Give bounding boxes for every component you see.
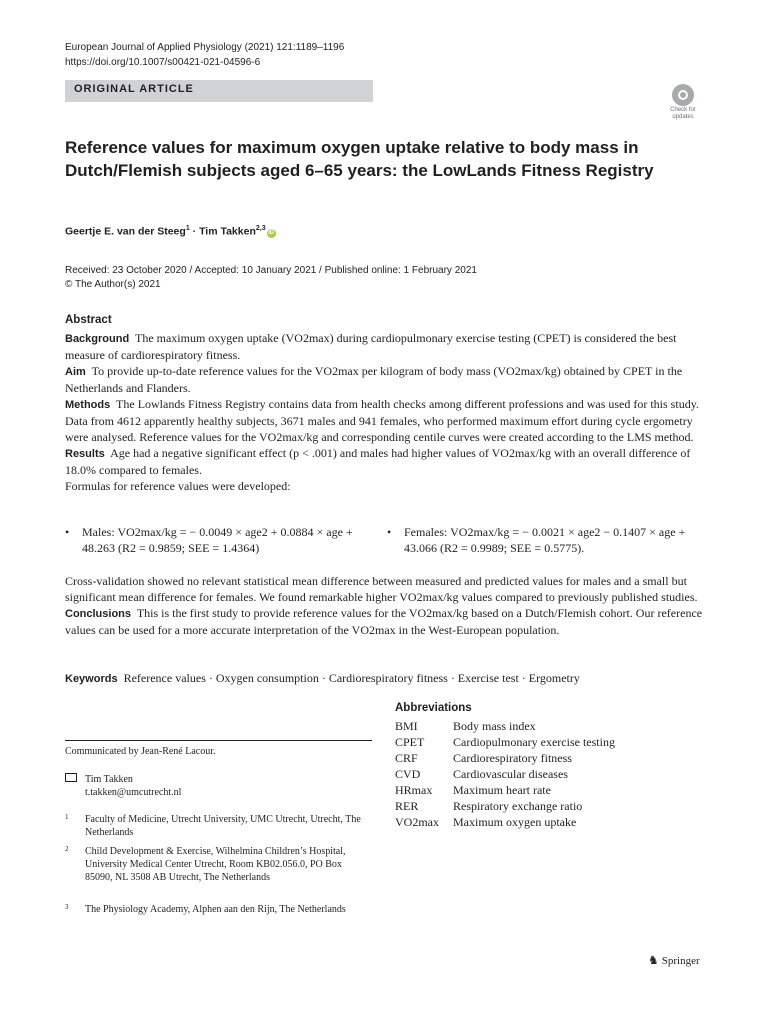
abbreviation-row bbox=[395, 718, 705, 734]
abstract-body bbox=[65, 330, 705, 494]
author-2[interactable]: Tim Takken bbox=[199, 225, 256, 238]
affiliation-3 bbox=[65, 903, 365, 916]
keywords bbox=[65, 670, 705, 687]
author-list bbox=[65, 225, 276, 238]
publication-history: Received: 23 October 2020 / Accepted: 10 January 2021 / Published online: 1 February 2021 bbox=[65, 265, 477, 276]
keywords-text: Reference values · Oxygen consumption · Cardiorespiratory fitness · Exercise test · Ergometry bbox=[123, 671, 580, 685]
abbreviations-heading: Abbreviations bbox=[395, 702, 472, 714]
abbreviation-definition: Maximum heart rate bbox=[453, 783, 551, 797]
formula-females: Females: VO2max/kg = − 0.0021 × age2 − 0.1407 × age + 43.066 (R2 = 0.9989; SEE = 0.5775). bbox=[404, 525, 686, 555]
publication-dates bbox=[65, 264, 477, 292]
abstract-body-continued bbox=[65, 573, 705, 638]
formula-females-item bbox=[387, 524, 687, 556]
author-separator: · bbox=[189, 225, 200, 238]
affiliation-text: Child Development & Exercise, Wilhelmina Children’s Hospital, University Medical Center Utrecht, Room KB02.056.0, PO Box 85090, NL 3508 AB Utrecht, The Netherlands bbox=[85, 846, 346, 883]
crossval-text: Cross-validation showed no relevant statistical mean difference between measured and predicted values for males and a small but significant mean difference for females. We found remarkable higher VO2max/kg values compared to previously published studies. bbox=[65, 574, 698, 604]
abbreviation-definition: Maximum oxygen uptake bbox=[453, 815, 577, 829]
affiliation-text: The Physiology Academy, Alphen aan den Rijn, The Netherlands bbox=[85, 904, 346, 915]
abbreviations-table bbox=[395, 718, 705, 830]
journal-citation: European Journal of Applied Physiology (2021) 121:1189–1196 bbox=[65, 42, 345, 53]
abstract-aim bbox=[65, 363, 705, 396]
author-2-affiliation: 2,3 bbox=[255, 225, 266, 232]
bullet-icon: • bbox=[65, 525, 70, 539]
doi-link[interactable]: https://doi.org/10.1007/s00421-021-04596-6 bbox=[65, 57, 261, 68]
methods-text: The Lowlands Fitness Registry contains data from health checks among different professions and was used for this study. Data from 4612 apparently healthy subjects, 3671 males and 941 females, who performed maximum effort during cycle ergometry were analysed. Reference values for the VO2max/kg and corresponding centile curves were created according to the LMS method. bbox=[65, 397, 699, 444]
aim-text: To provide up-to-date reference values for the VO2max per kilogram of body mass (VO2max/kg) obtained by CPET in the Netherlands and Flanders. bbox=[65, 364, 683, 395]
abbreviation: CVD bbox=[395, 767, 421, 781]
affiliation-number: 3 bbox=[65, 903, 69, 911]
publisher-name: Springer bbox=[661, 955, 700, 967]
abbreviation: CRF bbox=[395, 751, 418, 765]
badge-line2: updates bbox=[672, 114, 694, 120]
check-for-updates-badge[interactable] bbox=[662, 82, 704, 124]
author-1[interactable]: Geertje E. van der Steeg bbox=[65, 225, 186, 238]
abbreviation-row bbox=[395, 766, 705, 782]
abstract-results bbox=[65, 445, 705, 478]
contact-email[interactable]: t.takken@umcutrecht.nl bbox=[85, 787, 182, 798]
footnote-divider bbox=[65, 740, 372, 741]
affiliation-number: 2 bbox=[65, 845, 69, 853]
affiliation-number: 1 bbox=[65, 813, 69, 821]
orcid-icon[interactable]: iD bbox=[268, 229, 275, 236]
communicated-by: Communicated by Jean-René Lacour. bbox=[65, 746, 216, 757]
abbreviation-row bbox=[395, 814, 705, 830]
contact-name: Tim Takken bbox=[85, 774, 133, 785]
springer-horse-icon: ♞ bbox=[648, 953, 659, 967]
journal-header bbox=[65, 40, 344, 70]
article-type-banner bbox=[65, 80, 373, 102]
conclusions-label: Conclusions bbox=[65, 608, 132, 620]
abbreviation-definition: Cardiorespiratory fitness bbox=[453, 751, 572, 765]
abbreviation-definition: Respiratory exchange ratio bbox=[453, 799, 583, 813]
affiliation-1 bbox=[65, 813, 365, 839]
abbreviation: HRmax bbox=[395, 783, 433, 797]
results-label: Results bbox=[65, 448, 105, 460]
publisher-logo bbox=[648, 953, 700, 968]
abbreviation-definition: Body mass index bbox=[453, 719, 536, 733]
abbreviation-definition: Cardiopulmonary exercise testing bbox=[453, 735, 615, 749]
abstract-conclusions bbox=[65, 605, 705, 638]
conclusions-text: This is the first study to provide reference values for the VO2max/kg based on a Dutch/Flemish cohort. Our reference values can be used for a more accurate interpretation of the VO2max in the West-European population. bbox=[65, 606, 703, 637]
abbreviation: BMI bbox=[395, 719, 418, 733]
abbreviation: RER bbox=[395, 799, 419, 813]
abbreviation-definition: Cardiovascular diseases bbox=[453, 767, 568, 781]
affiliation-2 bbox=[65, 845, 365, 884]
envelope-icon bbox=[65, 773, 77, 782]
background-text: The maximum oxygen uptake (VO2max) during cardiopulmonary exercise testing (CPET) is considered the best measure of cardiorespiratory fitness. bbox=[65, 331, 677, 362]
check-updates-icon bbox=[672, 84, 694, 106]
formula-males-item bbox=[65, 524, 365, 556]
article-title: Reference values for maximum oxygen uptake relative to body mass in Dutch/Flemish subjects aged 6–65 years: the LowLands Fitness Registry bbox=[65, 138, 654, 180]
abbreviation-row bbox=[395, 734, 705, 750]
abbreviation-row bbox=[395, 782, 705, 798]
badge-line1: Check for bbox=[670, 107, 696, 113]
background-label: Background bbox=[65, 333, 130, 345]
abbreviation: CPET bbox=[395, 735, 425, 749]
corresponding-author bbox=[65, 773, 181, 799]
aim-label: Aim bbox=[65, 366, 86, 378]
copyright-notice: © The Author(s) 2021 bbox=[65, 279, 161, 290]
affiliation-text: Faculty of Medicine, Utrecht University, UMC Utrecht, Utrecht, The Netherlands bbox=[85, 814, 361, 838]
abbreviation-row bbox=[395, 750, 705, 766]
keywords-label: Keywords bbox=[65, 673, 118, 685]
abstract-heading: Abstract bbox=[65, 314, 112, 326]
article-type-label: ORIGINAL ARTICLE bbox=[74, 83, 194, 95]
formulas-intro: Formulas for reference values were developed: bbox=[65, 479, 291, 493]
bullet-icon: • bbox=[387, 525, 392, 539]
abstract-methods bbox=[65, 396, 705, 445]
author-1-affiliation: 1 bbox=[185, 225, 190, 232]
abstract-background bbox=[65, 330, 705, 363]
methods-label: Methods bbox=[65, 399, 111, 411]
abbreviation: VO2max bbox=[395, 815, 439, 829]
abbreviation-row bbox=[395, 798, 705, 814]
results-text: Age had a negative significant effect (p < .001) and males had higher values of VO2max/kg with an overall difference of 18.0% compared to females. bbox=[65, 446, 691, 477]
formula-males: Males: VO2max/kg = − 0.0049 × age2 + 0.0884 × age + 48.263 (R2 = 0.9859; SEE = 1.4364) bbox=[82, 525, 353, 555]
